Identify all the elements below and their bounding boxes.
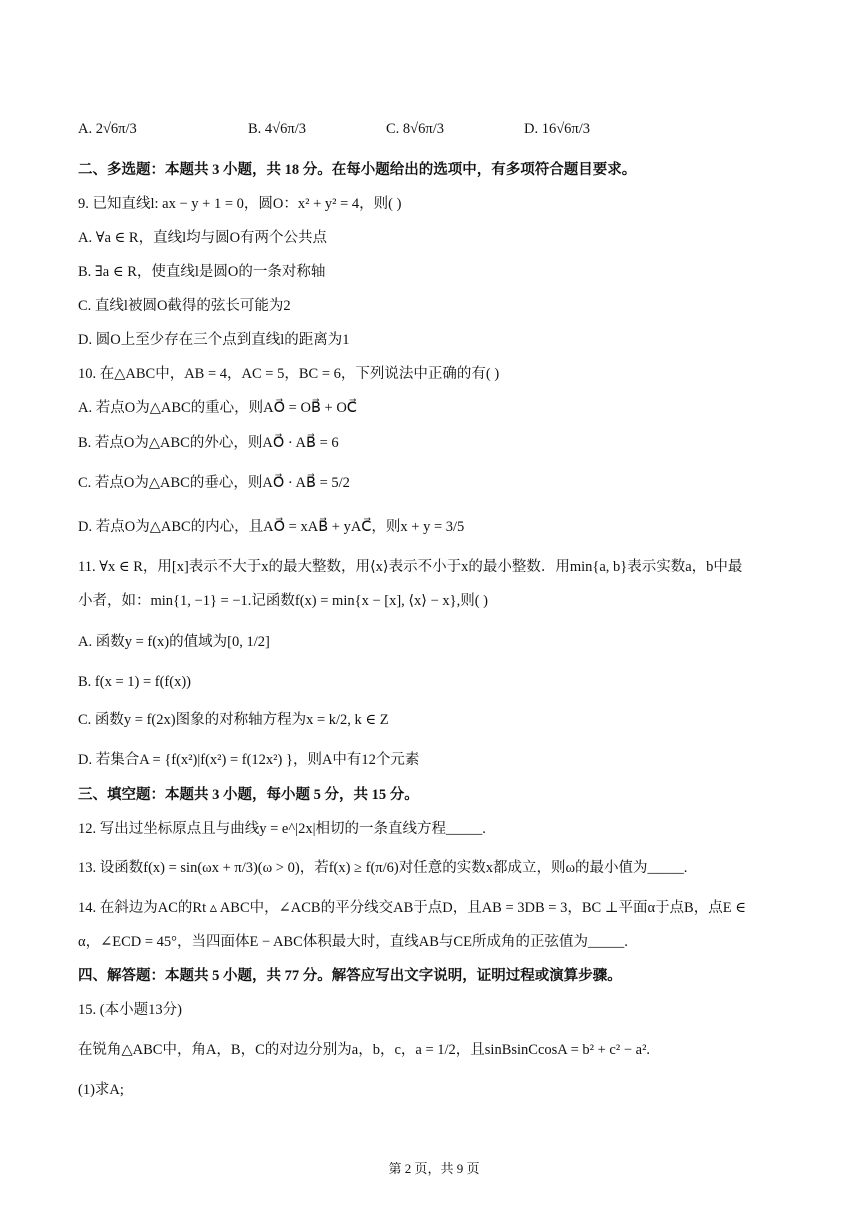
q11-option-d: D. 若集合A = {f(x²)|f(x²) = f(12x²) }，则A中有12个元素 xyxy=(78,752,420,768)
q8-option-d: D. 16√6π/3 xyxy=(524,121,591,137)
page-footer: 第 2 页，共 9 页 xyxy=(388,1161,480,1176)
q10-option-c: C. 若点O为△ABC的垂心，则AO⃗ · AB⃗ = 5/2 xyxy=(78,475,350,491)
q11-stem-line1: 11. ∀x ∈ R，用[x]表示不大于x的最大整数，用⟨x⟩表示不小于x的最小整数．用min{a, b}表示实数a，b中最 xyxy=(78,559,743,575)
q11-option-a: A. 函数y = f(x)的值域为[0, 1/2] xyxy=(78,634,270,650)
q8-option-c: C. 8√6π/3 xyxy=(386,121,444,137)
q9-stem: 9. 已知直线l: ax − y + 1 = 0，圆O：x² + y² = 4，则( ) xyxy=(78,196,402,212)
q10-option-d: D. 若点O为△ABC的内心，且AO⃗ = xAB⃗ + yAC⃗，则x + y = 3/5 xyxy=(78,519,465,535)
q13: 13. 设函数f(x) = sin(ωx + π/3)(ω > 0)，若f(x) ≥ f(π/6)对任意的实数x都成立，则ω的最小值为_____. xyxy=(78,860,688,876)
q15-stem: 在锐角△ABC中，角A，B，C的对边分别为a，b，c，a = 1/2，且sinBsinCcosA = b² + c² − a². xyxy=(78,1042,651,1058)
section-heading-answers: 四、解答题：本题共 5 小题，共 77 分。解答应写出文字说明，证明过程或演算步骤。 xyxy=(78,968,622,984)
q11-stem-line2: 小者，如：min{1, −1} = −1.记函数f(x) = min{x − [x], ⟨x⟩ − x},则( ) xyxy=(78,593,489,609)
q10-option-b: B. 若点O为△ABC的外心，则AO⃗ · AB⃗ = 6 xyxy=(78,435,339,451)
section-heading-multiple-choice: 二、多选题：本题共 3 小题，共 18 分。在每小题给出的选项中，有多项符合题目要求。 xyxy=(78,162,637,178)
q12: 12. 写出过坐标原点且与曲线y = e^|2x|相切的一条直线方程_____. xyxy=(78,821,486,837)
q10-option-a: A. 若点O为△ABC的重心，则AO⃗ = OB⃗ + OC⃗ xyxy=(78,400,357,416)
q8-option-b: B. 4√6π/3 xyxy=(248,121,306,137)
q11-option-c: C. 函数y = f(2x)图象的对称轴方程为x = k/2, k ∈ Z xyxy=(78,712,389,728)
q14-line1: 14. 在斜边为AC的Rt ▵ ABC中，∠ACB的平分线交AB于点D，且AB = 3DB = 3，BC ⊥平面α于点B，点E ∈ xyxy=(78,900,746,916)
q9-option-c: C. 直线l被圆O截得的弦长可能为2 xyxy=(78,298,291,314)
q15-header: 15. (本小题13分) xyxy=(78,1002,182,1018)
q14-line2: α，∠ECD = 45°，当四面体E − ABC体积最大时，直线AB与CE所成角的正弦值为_____. xyxy=(78,934,628,950)
q8-option-a: A. 2√6π/3 xyxy=(78,121,137,137)
q15-part1: (1)求A; xyxy=(78,1082,124,1098)
q11-option-b: B. f(x = 1) = f(f(x)) xyxy=(78,674,191,690)
q9-option-a: A. ∀a ∈ R，直线l均与圆O有两个公共点 xyxy=(78,230,328,246)
q10-stem: 10. 在△ABC中，AB = 4，AC = 5，BC = 6，下列说法中正确的有( ) xyxy=(78,366,500,382)
q9-option-d: D. 圆O上至少存在三个点到直线l的距离为1 xyxy=(78,332,350,348)
section-heading-fill-in: 三、填空题：本题共 3 小题，每小题 5 分，共 15 分。 xyxy=(78,787,419,803)
q9-option-b: B. ∃a ∈ R，使直线l是圆O的一条对称轴 xyxy=(78,264,326,280)
